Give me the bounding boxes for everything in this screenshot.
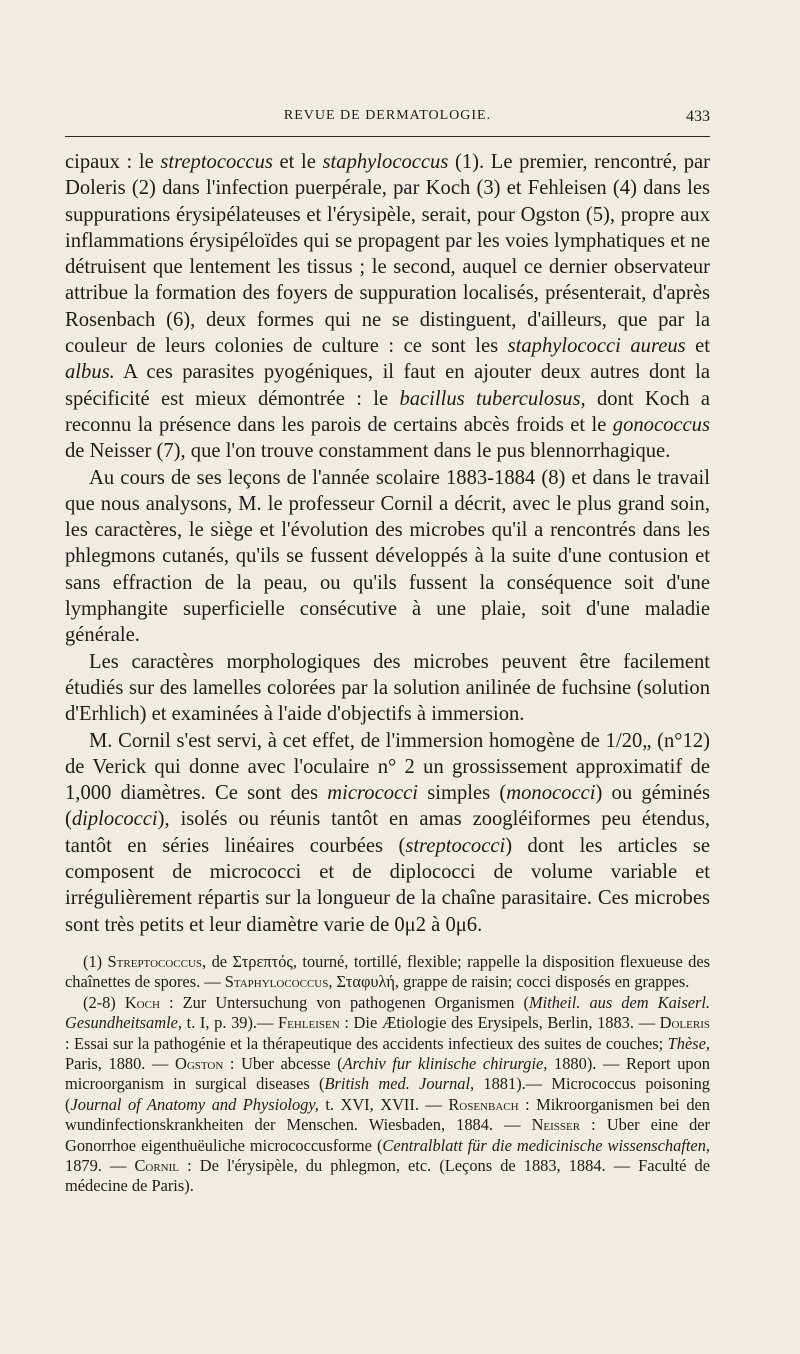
italic-text: Journal of Anatomy and Physiology, (70, 1094, 319, 1114)
running-title: REVUE DE DERMATOLOGIE. (283, 108, 492, 123)
footnote (65, 952, 710, 993)
text-run: Au cours de ses leçons de l'année scolaire 1883-1884 (8) et dans le travail que nous analysons, M. le professeur Cornil a décrit, avec le plus grand soin, les caractères, le siège et l'évolution des microbes qu'il a rencontrés dans les phlegmons cutanés, qu'ils se fussent développés à la suite d'une contusion et sans effraction de la peau, ou qu'ils fussent la conséquence soit d'une lymphangite superficielle consécutive à une plaie, soit d'une maladie générale. (65, 466, 710, 647)
text-run: , de Στρεπτός, tourné, tortillé, flexible; rappelle la disposition flexueuse des chaînettes de spores. — (65, 951, 710, 992)
italic-text: gonococcus (612, 413, 710, 436)
italic-text: streptococcus (160, 151, 273, 173)
italic-text: albus. (65, 361, 115, 384)
main-text (65, 149, 710, 938)
author-name: Rosenbach (448, 1094, 519, 1114)
text-run: : Zur Untersuchung von pathogenen Organismen ( (159, 992, 529, 1012)
paragraph (65, 728, 710, 938)
text-run: (1). Le premier, rencontré, par Doleris (2) dans l'infection puerpérale, par Koch (3) et Fehleisen (4) dans les suppurations érysipélateuses et l'érysipèle, serait, pour Ogston (5), propre aux inflammations érysipéloïdes qui se propagent par les voies lymphatiques et ne détruisent que lentement les tissus ; le second, auquel ce dernier observateur attribue la formation des foyers de suppuration localisés, présenterait, d'après Rosenbach (6), deux formes qui ne se distinguent, d'ailleurs, que par la couleur de leurs colonies de culture : ce sont les (65, 151, 710, 358)
italic-text: monococci (506, 782, 596, 805)
text-run: : Essai sur la pathogénie et la thérapeutique des accidents infectieux des suites de couches; (65, 1033, 668, 1053)
author-name: Streptococcus (107, 951, 203, 971)
italic-text: Mitheil. aus dem Kaiserl. Gesundheitsamle, (65, 992, 711, 1033)
text-run: M. Cornil s'est servi, à cet effet, de l'immersion homogène de 1/20„ (n°12) de Verick qui donne avec l'oculaire n° 2 un grossissement approximatif de 1,000 diamètres. Ce sont des (65, 729, 710, 805)
text-run: Paris, 1880. — (65, 1053, 175, 1073)
text-run: Les caractères morphologiques des microbes peuvent être facilement étudiés sur des lamelles colorées par la solution anilinée de fuchsine (solution d'Erhlich) et examinées à l'aide d'objectifs à immersion. (65, 650, 710, 726)
author-name: Koch (124, 992, 160, 1012)
italic-text: staphylococci aureus (507, 335, 686, 358)
author-name: Cornil (134, 1155, 179, 1175)
italic-text: streptococci (405, 834, 506, 857)
text-run: : De l'érysipèle, du phlegmon, etc. (Leçons de 1883, 1884. — Faculté de médecine de Paris). (65, 1155, 710, 1196)
text-run: et (685, 335, 710, 358)
page-number: 433 (686, 108, 710, 125)
text-run: dont Koch a reconnu la présence dans les parois de certains abcès froids et le (65, 387, 710, 436)
text-run: ), isolés ou réunis tantôt en amas zoogléiformes peu étendus, tantôt en séries linéaires courbées ( (65, 808, 710, 857)
author-name: Staphylococcus (224, 972, 329, 992)
text-run: 1880). — Report upon microorganism in surgical diseases ( (65, 1053, 710, 1094)
author-name: Doleris (659, 1013, 710, 1033)
text-run: 1879. — (65, 1155, 135, 1175)
text-run: A ces parasites pyogéniques, il faut en ajouter deux autres dont la spécificité est mieux démontrée : le (65, 361, 710, 410)
paragraph (65, 465, 710, 649)
text-run: cipaux : le (65, 151, 161, 173)
italic-text: British med. Journal, (324, 1074, 475, 1094)
text-run: ) ou géminés ( (65, 782, 710, 831)
author-name: Ogston (175, 1053, 224, 1073)
text-run: ) dont les articles se composent de micrococci et de diplococci de volume variable et irrégulièrement répartis sur la longueur de la chaîne parasitaire. Ces microbes sont très petits et leur diamètre varie de 0μ2 à 0μ6. (65, 834, 710, 936)
author-name: Fehleisen (278, 1013, 340, 1033)
italic-text: micrococci (327, 782, 419, 805)
italic-text: Centralblatt für die medicinische wissenschaften, (382, 1135, 710, 1155)
text-run: t. I, p. 39).— (182, 1013, 279, 1033)
text-run: (1) (83, 951, 108, 971)
text-run: : Die Ætiologie des Erysipels, Berlin, 1883. — (339, 1013, 660, 1033)
text-run: t. XVI, XVII. — (318, 1094, 449, 1114)
text-run: : Uber abcesse ( (223, 1053, 343, 1073)
paragraph (65, 149, 710, 465)
header-rule (65, 136, 710, 137)
italic-text: staphylococcus (322, 151, 449, 173)
text-run: , Σταφυλή, grappe de raisin; cocci disposés en grappes. (328, 972, 690, 992)
text-run: : Uber eine der Gonorrhoe eigenthuëuliche micrococcusforme ( (65, 1115, 710, 1155)
footnote (65, 993, 710, 1197)
text-run: de Neisser (7), que l'on trouve constamment dans le pus blennorrhagique. (65, 440, 671, 463)
running-head (65, 108, 710, 128)
italic-text: Archiv fur klinische chirurgie, (342, 1053, 548, 1073)
italic-text: bacillus tuberculosus, (399, 387, 586, 410)
author-name: Neisser (531, 1115, 581, 1135)
italic-text: diplococci (71, 808, 158, 831)
text-run: : Mikroorganismen bei den wundinfectionskrankheiten der Menschen. Wiesbaden, 1884. — (65, 1094, 710, 1135)
footnotes (65, 952, 710, 1197)
italic-text: Thèse, (667, 1033, 710, 1053)
text-run: et le (272, 151, 323, 173)
text-run: 1881).— Micrococcus poisoning ( (65, 1074, 710, 1114)
text-run: (2-8) (83, 992, 125, 1012)
paragraph (65, 649, 710, 728)
text-run: simples ( (418, 782, 507, 805)
